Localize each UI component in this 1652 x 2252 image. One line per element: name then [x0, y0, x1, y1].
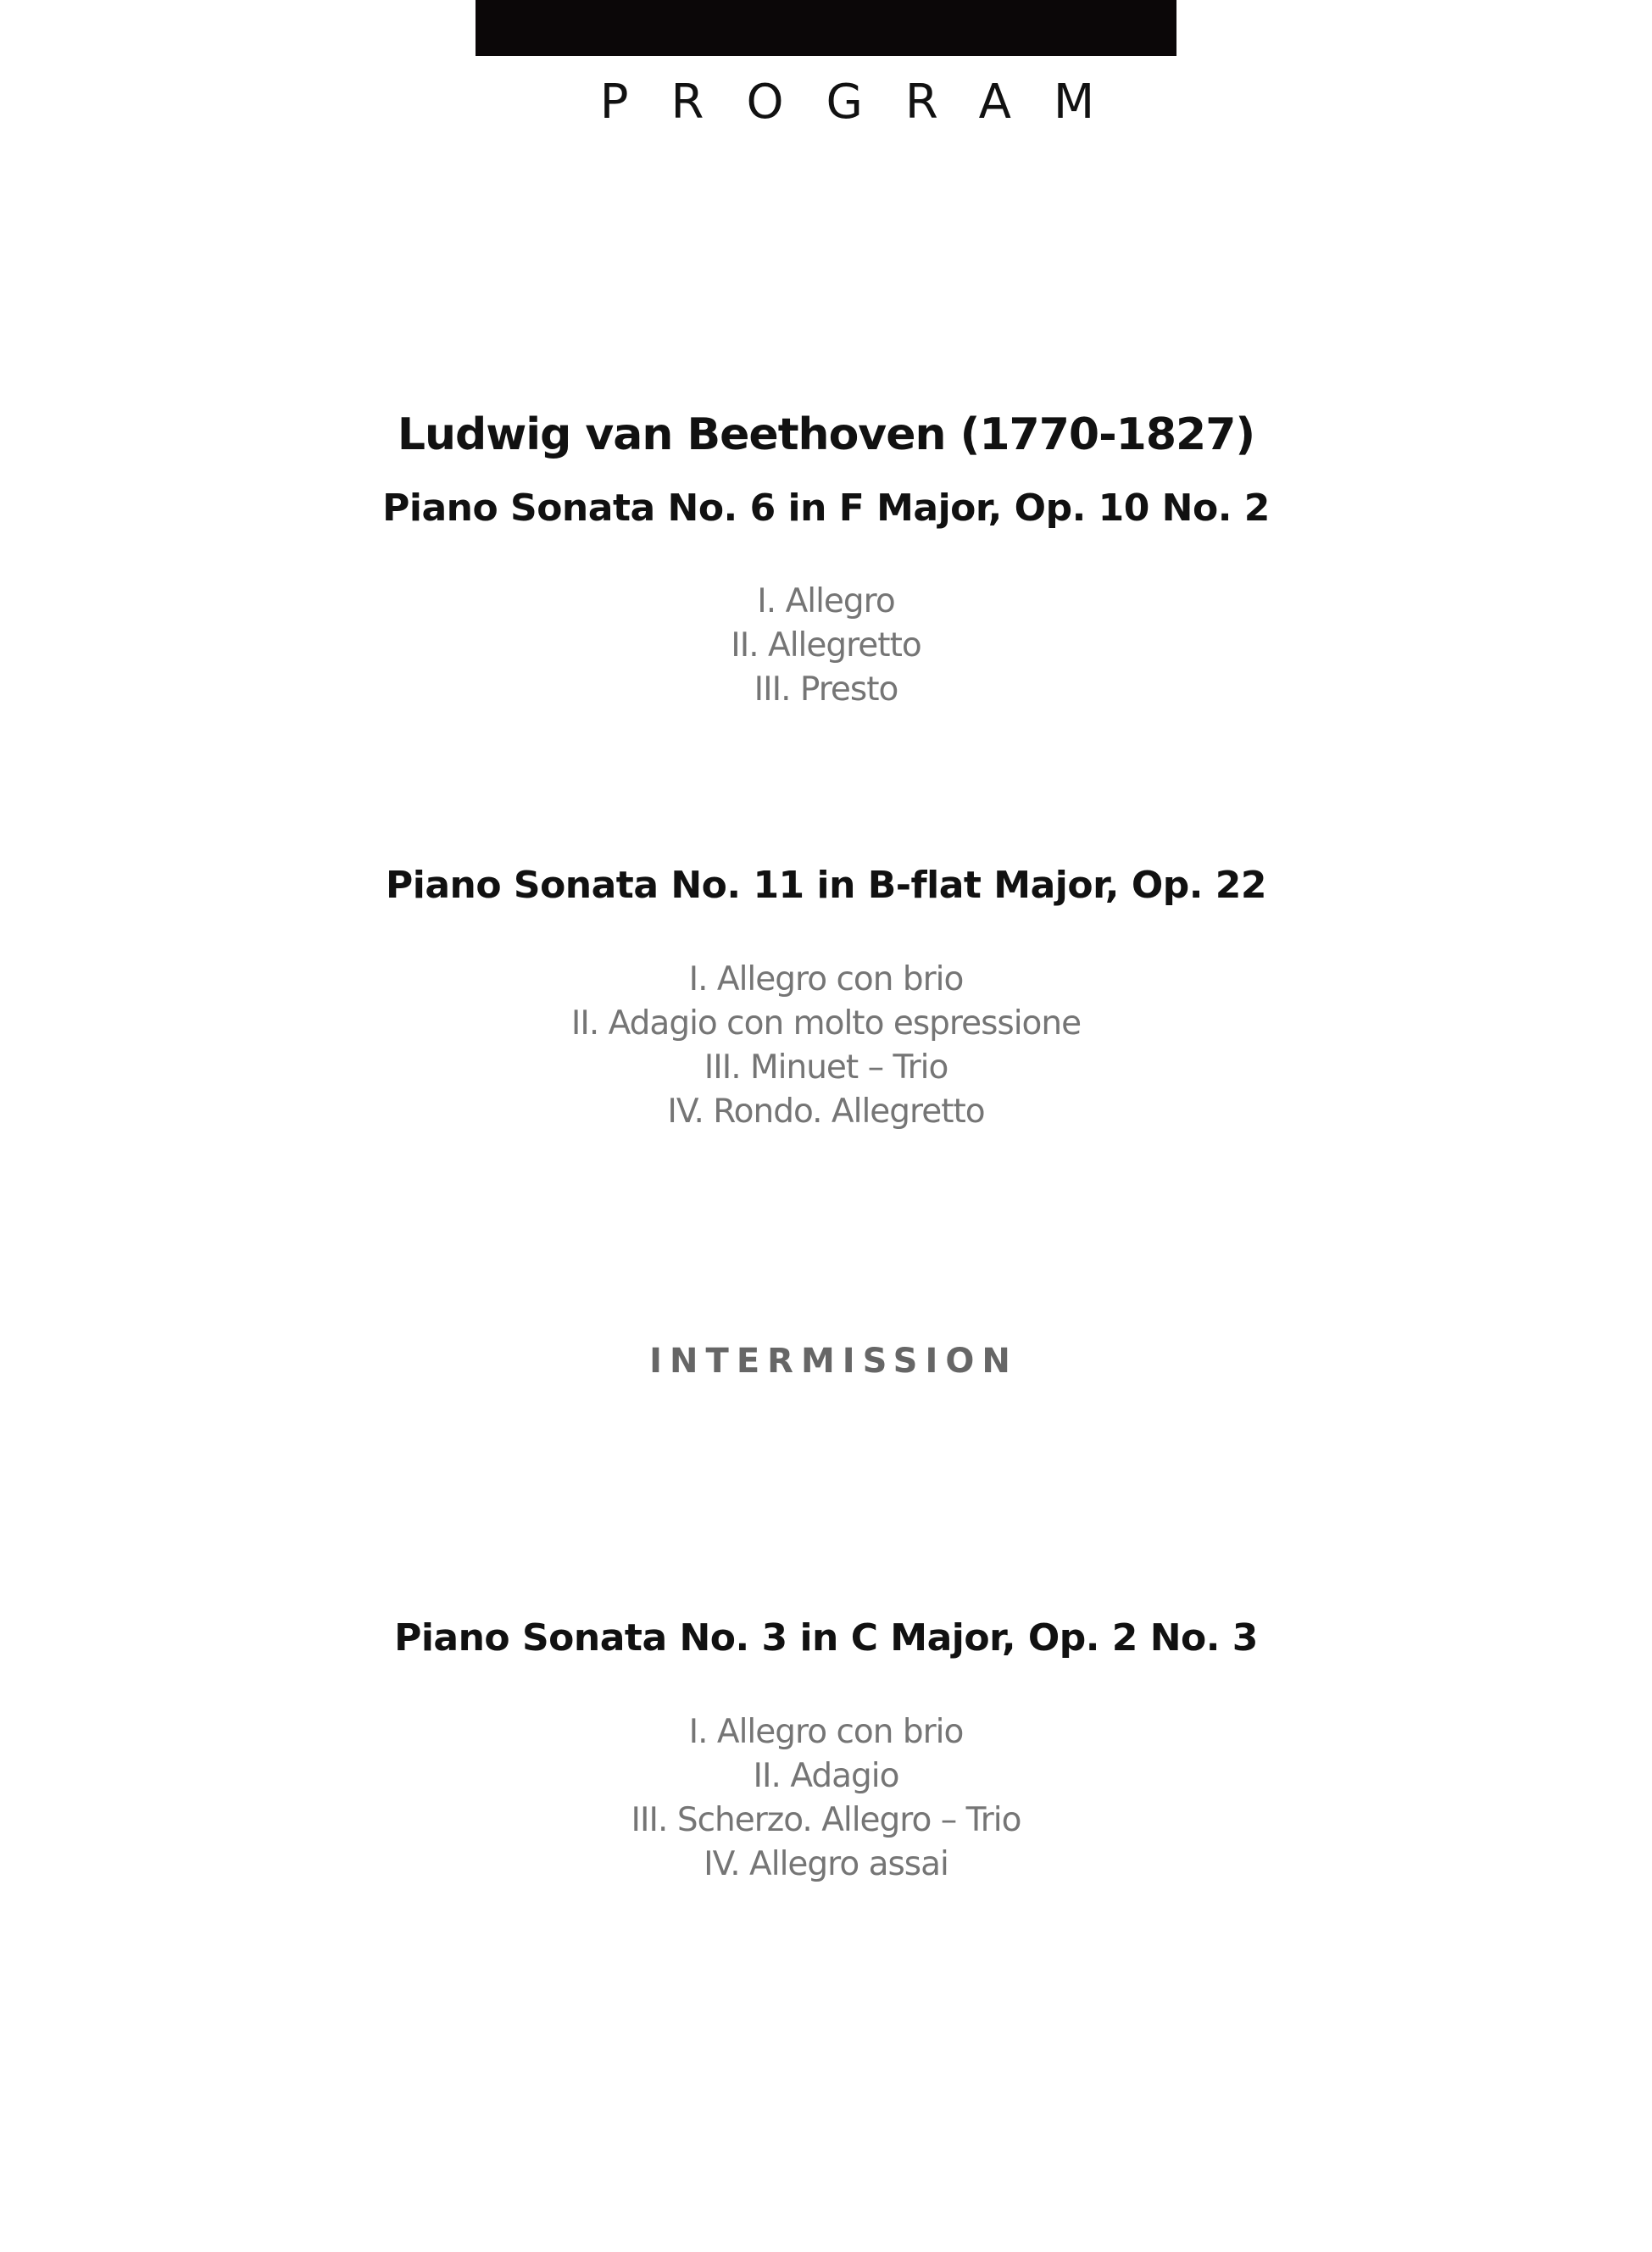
program-heading: PROGRAM — [599, 75, 1137, 130]
movement-item: IV. Rondo. Allegretto — [667, 1093, 985, 1131]
movement-list-2 — [0, 958, 1652, 1134]
movement-item: IV. Allegro assai — [704, 1845, 948, 1883]
movement-item: I. Allegro — [757, 582, 895, 620]
movement-item: III. Presto — [754, 670, 898, 709]
intermission-label: INTERMISSION — [649, 1342, 1018, 1381]
movement-item: I. Allegro con brio — [688, 1713, 964, 1751]
movement-item: III. Scherzo. Allegro – Trio — [631, 1801, 1021, 1839]
top-black-bar — [476, 0, 1176, 56]
movement-item: III. Minuet – Trio — [704, 1048, 948, 1087]
movement-list-3 — [0, 1710, 1652, 1887]
work-title-3: Piano Sonata No. 3 in C Major, Op. 2 No. 3 — [394, 1616, 1258, 1660]
movement-item: II. Adagio con molto espressione — [570, 1004, 1082, 1043]
movement-list-1 — [0, 580, 1652, 712]
movement-item: II. Adagio — [753, 1757, 899, 1795]
movement-item: I. Allegro con brio — [688, 960, 964, 998]
composer-name: Ludwig van Beethoven (1770-1827) — [397, 409, 1255, 460]
movement-item: II. Allegretto — [731, 626, 921, 664]
work-title-2: Piano Sonata No. 11 in B-flat Major, Op. 22 — [385, 864, 1266, 907]
work-title-1: Piano Sonata No. 6 in F Major, Op. 10 No. 2 — [382, 487, 1270, 530]
